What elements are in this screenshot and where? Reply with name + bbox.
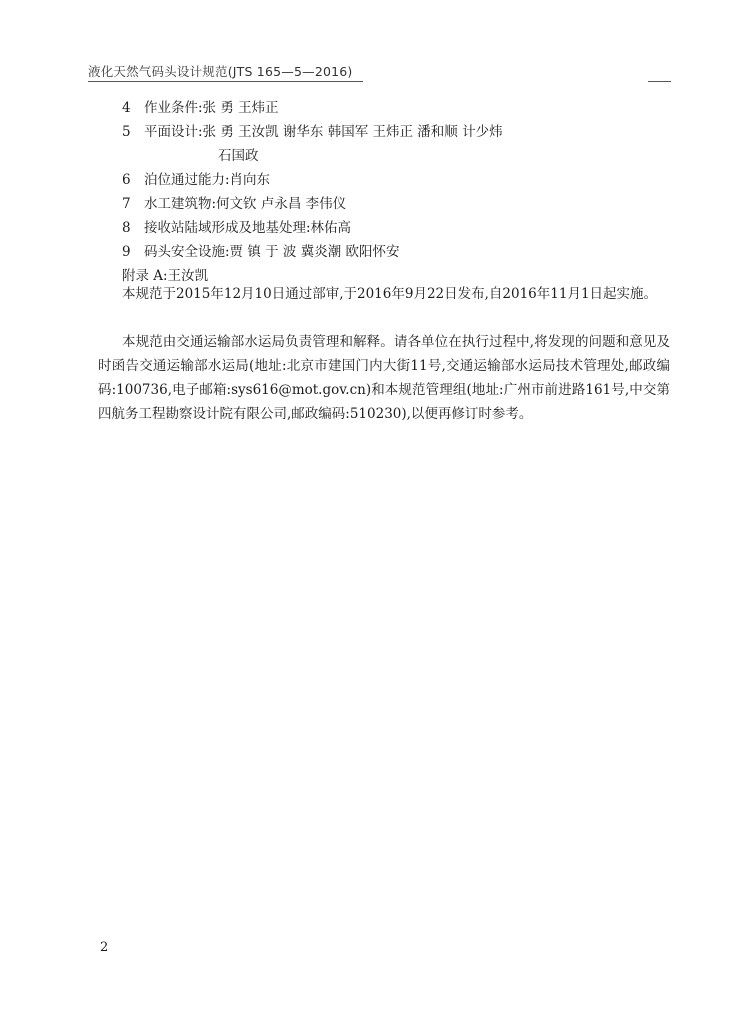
list-item-text: 码头安全设施:贾 镇 于 波 冀炎潮 欧阳怀安 bbox=[144, 244, 400, 260]
list-item-number: 6 bbox=[122, 172, 131, 188]
list-item-number: 4 bbox=[122, 100, 131, 116]
page-number: 2 bbox=[100, 940, 109, 955]
list-item-text: 泊位通过能力:肖向东 bbox=[144, 172, 271, 188]
list-item-text: 平面设计:张 勇 王汝凯 谢华东 韩国军 王炜正 潘和顺 计少炜 bbox=[144, 124, 503, 140]
list-item-text: 石国政 bbox=[218, 148, 259, 164]
header-rule-left bbox=[88, 81, 363, 82]
paragraph-effective-date: 本规范于2015年12月10日通过部审,于2016年9月22日发布,自2016年11月1日起实施。 bbox=[122, 286, 658, 302]
list-item-number: 7 bbox=[122, 196, 131, 212]
running-header: 液化天然气码头设计规范(JTS 165—5—2016) bbox=[88, 64, 353, 79]
header-rule-right bbox=[648, 81, 671, 82]
list-item-number: 9 bbox=[122, 244, 131, 260]
list-item-text: 接收站陆域形成及地基处理:林佑高 bbox=[144, 220, 352, 236]
list-item-text: 作业条件:张 勇 王炜正 bbox=[144, 100, 279, 116]
list-item-number: 8 bbox=[122, 220, 131, 236]
paragraph-management: 本规范由交通运输部水运局负责管理和解释。请各单位在执行过程中,将发现的问题和意见及时函告交通运输部水运局(地址:北京市建国门内大街11号,交通运输部水运局技术管理处,邮政编码:100736,电子邮箱:sys616@mot.gov.cn)和本规范管理组(地址:广州市前进路161号,中交第四航务工程勘察设计院有限公司,邮政编码:510230),以便再修订时参考。 bbox=[98, 334, 670, 422]
appendix-line: 附录 A:王汝凯 bbox=[122, 268, 209, 284]
list-item-text: 水工建筑物:何文钦 卢永昌 李伟仪 bbox=[144, 196, 347, 212]
list-item-number: 5 bbox=[122, 124, 131, 140]
